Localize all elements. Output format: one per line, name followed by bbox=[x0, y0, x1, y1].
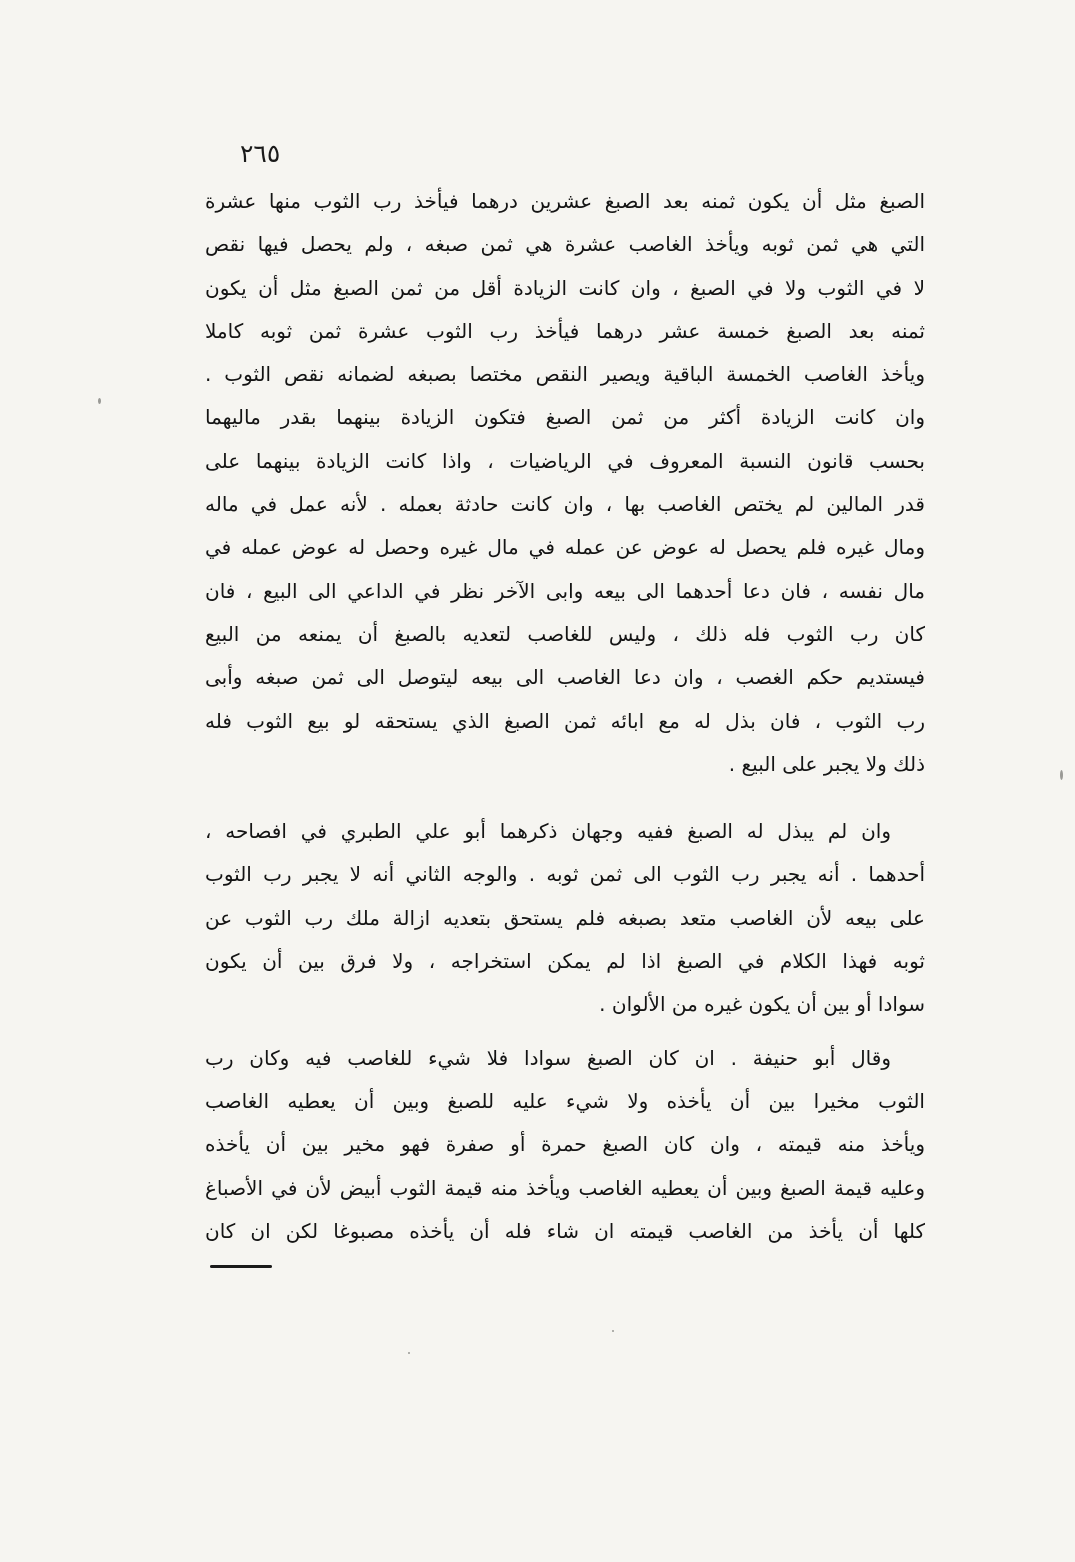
page-number: ٢٦٥ bbox=[240, 139, 281, 168]
paragraph bbox=[205, 180, 925, 786]
text-line: وعليه قيمة الصبغ وبين أن يعطيه الغاصب ويأخذ منه قيمة الثوب أبيض لأن في الأصباغ bbox=[205, 1175, 925, 1200]
paragraph bbox=[205, 1037, 925, 1253]
text-line: ثمنه بعد الصبغ خمسة عشر درهما فيأخذ رب الثوب عشرة ثمن ثوبه كاملا bbox=[205, 318, 925, 343]
text-line: سوادا أو بين أن يكون غيره من الألوان . bbox=[599, 992, 925, 1017]
text-line: ثوبه فهذا الكلام في الصبغ اذا لم يمكن استخراجه ، ولا فرق بين أن يكون bbox=[205, 949, 925, 974]
scan-speck bbox=[98, 398, 101, 404]
text-line: الثوب مخيرا بين أن يأخذه ولا شيء عليه للصبغ وبين أن يعطيه الغاصب bbox=[205, 1088, 925, 1113]
text-line: بحسب قانون النسبة المعروف في الرياضيات ، واذا كانت الزيادة بينهما على bbox=[205, 448, 925, 473]
text-line: مال نفسه ، فان دعا أحدهما الى بيعه وابى الآخر نظر في الداعي الى البيع ، فان bbox=[205, 578, 925, 603]
text-line: كان رب الثوب فله ذلك ، وليس للغاصب لتعديه بالصبغ أن يمنعه من البيع bbox=[205, 621, 925, 646]
text-line: وان كانت الزيادة أكثر من ثمن الصبغ فتكون الزيادة بينهما بقدر ماليهما bbox=[205, 405, 925, 430]
text-line: قدر المالين لم يختص الغاصب بها ، وان كانت حادثة بعمله . لأنه عمل في ماله bbox=[205, 492, 925, 517]
body-text bbox=[205, 180, 925, 1253]
text-line: ومال غيره فلم يحصل له عوض عن عمله في مال غيره وحصل له عوض عمله في bbox=[205, 535, 925, 560]
scan-speck bbox=[1060, 770, 1063, 780]
text-line: وان لم يبذل له الصبغ ففيه وجهان ذكرهما أبو علي الطبري في افصاحه ، bbox=[205, 819, 891, 844]
text-line: ويأخذ منه قيمته ، وان كان الصبغ حمرة أو صفرة فهو مخير بين أن يأخذه bbox=[205, 1132, 925, 1157]
text-line: ذلك ولا يجبر على البيع . bbox=[728, 751, 925, 776]
text-line: على بيعه لأن الغاصب متعد بصبغه فلم يستحق بتعديه ازالة ملك رب الثوب عن bbox=[205, 905, 925, 930]
text-line: رب الثوب ، فان بذل له مع ابائه ثمن الصبغ الذي يستحقه لو بيع الثوب فله bbox=[205, 708, 925, 733]
catchword-flourish bbox=[210, 1265, 272, 1268]
text-line: الصبغ مثل أن يكون ثمنه بعد الصبغ عشرين درهما فيأخذ رب الثوب منها عشرة bbox=[205, 189, 925, 213]
paragraph bbox=[205, 810, 925, 1026]
text-line: التي هي ثمن ثوبه ويأخذ الغاصب عشرة هي ثمن صبغه ، ولم يحصل فيها نقص bbox=[205, 232, 925, 257]
scan-speck bbox=[612, 1330, 614, 1332]
text-line: فيستديم حكم الغصب ، وان دعا الغاصب الى بيعه ليتوصل الى ثمن صبغه وأبى bbox=[205, 665, 925, 690]
paragraph-gap bbox=[205, 786, 925, 810]
text-line: كلها أن يأخذ من الغاصب قيمته ان شاء فله أن يأخذه مصبوغا لكن ان كان bbox=[205, 1218, 925, 1243]
paragraph-gap bbox=[205, 1027, 925, 1037]
text-line: لا في الثوب ولا في الصبغ ، وان كانت الزيادة أقل من ثمن الصبغ مثل أن يكون bbox=[205, 275, 925, 300]
scan-speck bbox=[408, 1352, 410, 1354]
text-line: وقال أبو حنيفة . ان كان الصبغ سوادا فلا شيء للغاصب فيه وكان رب bbox=[205, 1045, 891, 1070]
text-line: أحدهما . أنه يجبر رب الثوب الى ثمن ثوبه . والوجه الثاني أنه لا يجبر رب الثوب bbox=[205, 862, 925, 887]
text-line: ويأخذ الغاصب الخمسة الباقية ويصير النقص مختصا بصبغه لضمانه نقص الثوب . bbox=[205, 362, 925, 387]
